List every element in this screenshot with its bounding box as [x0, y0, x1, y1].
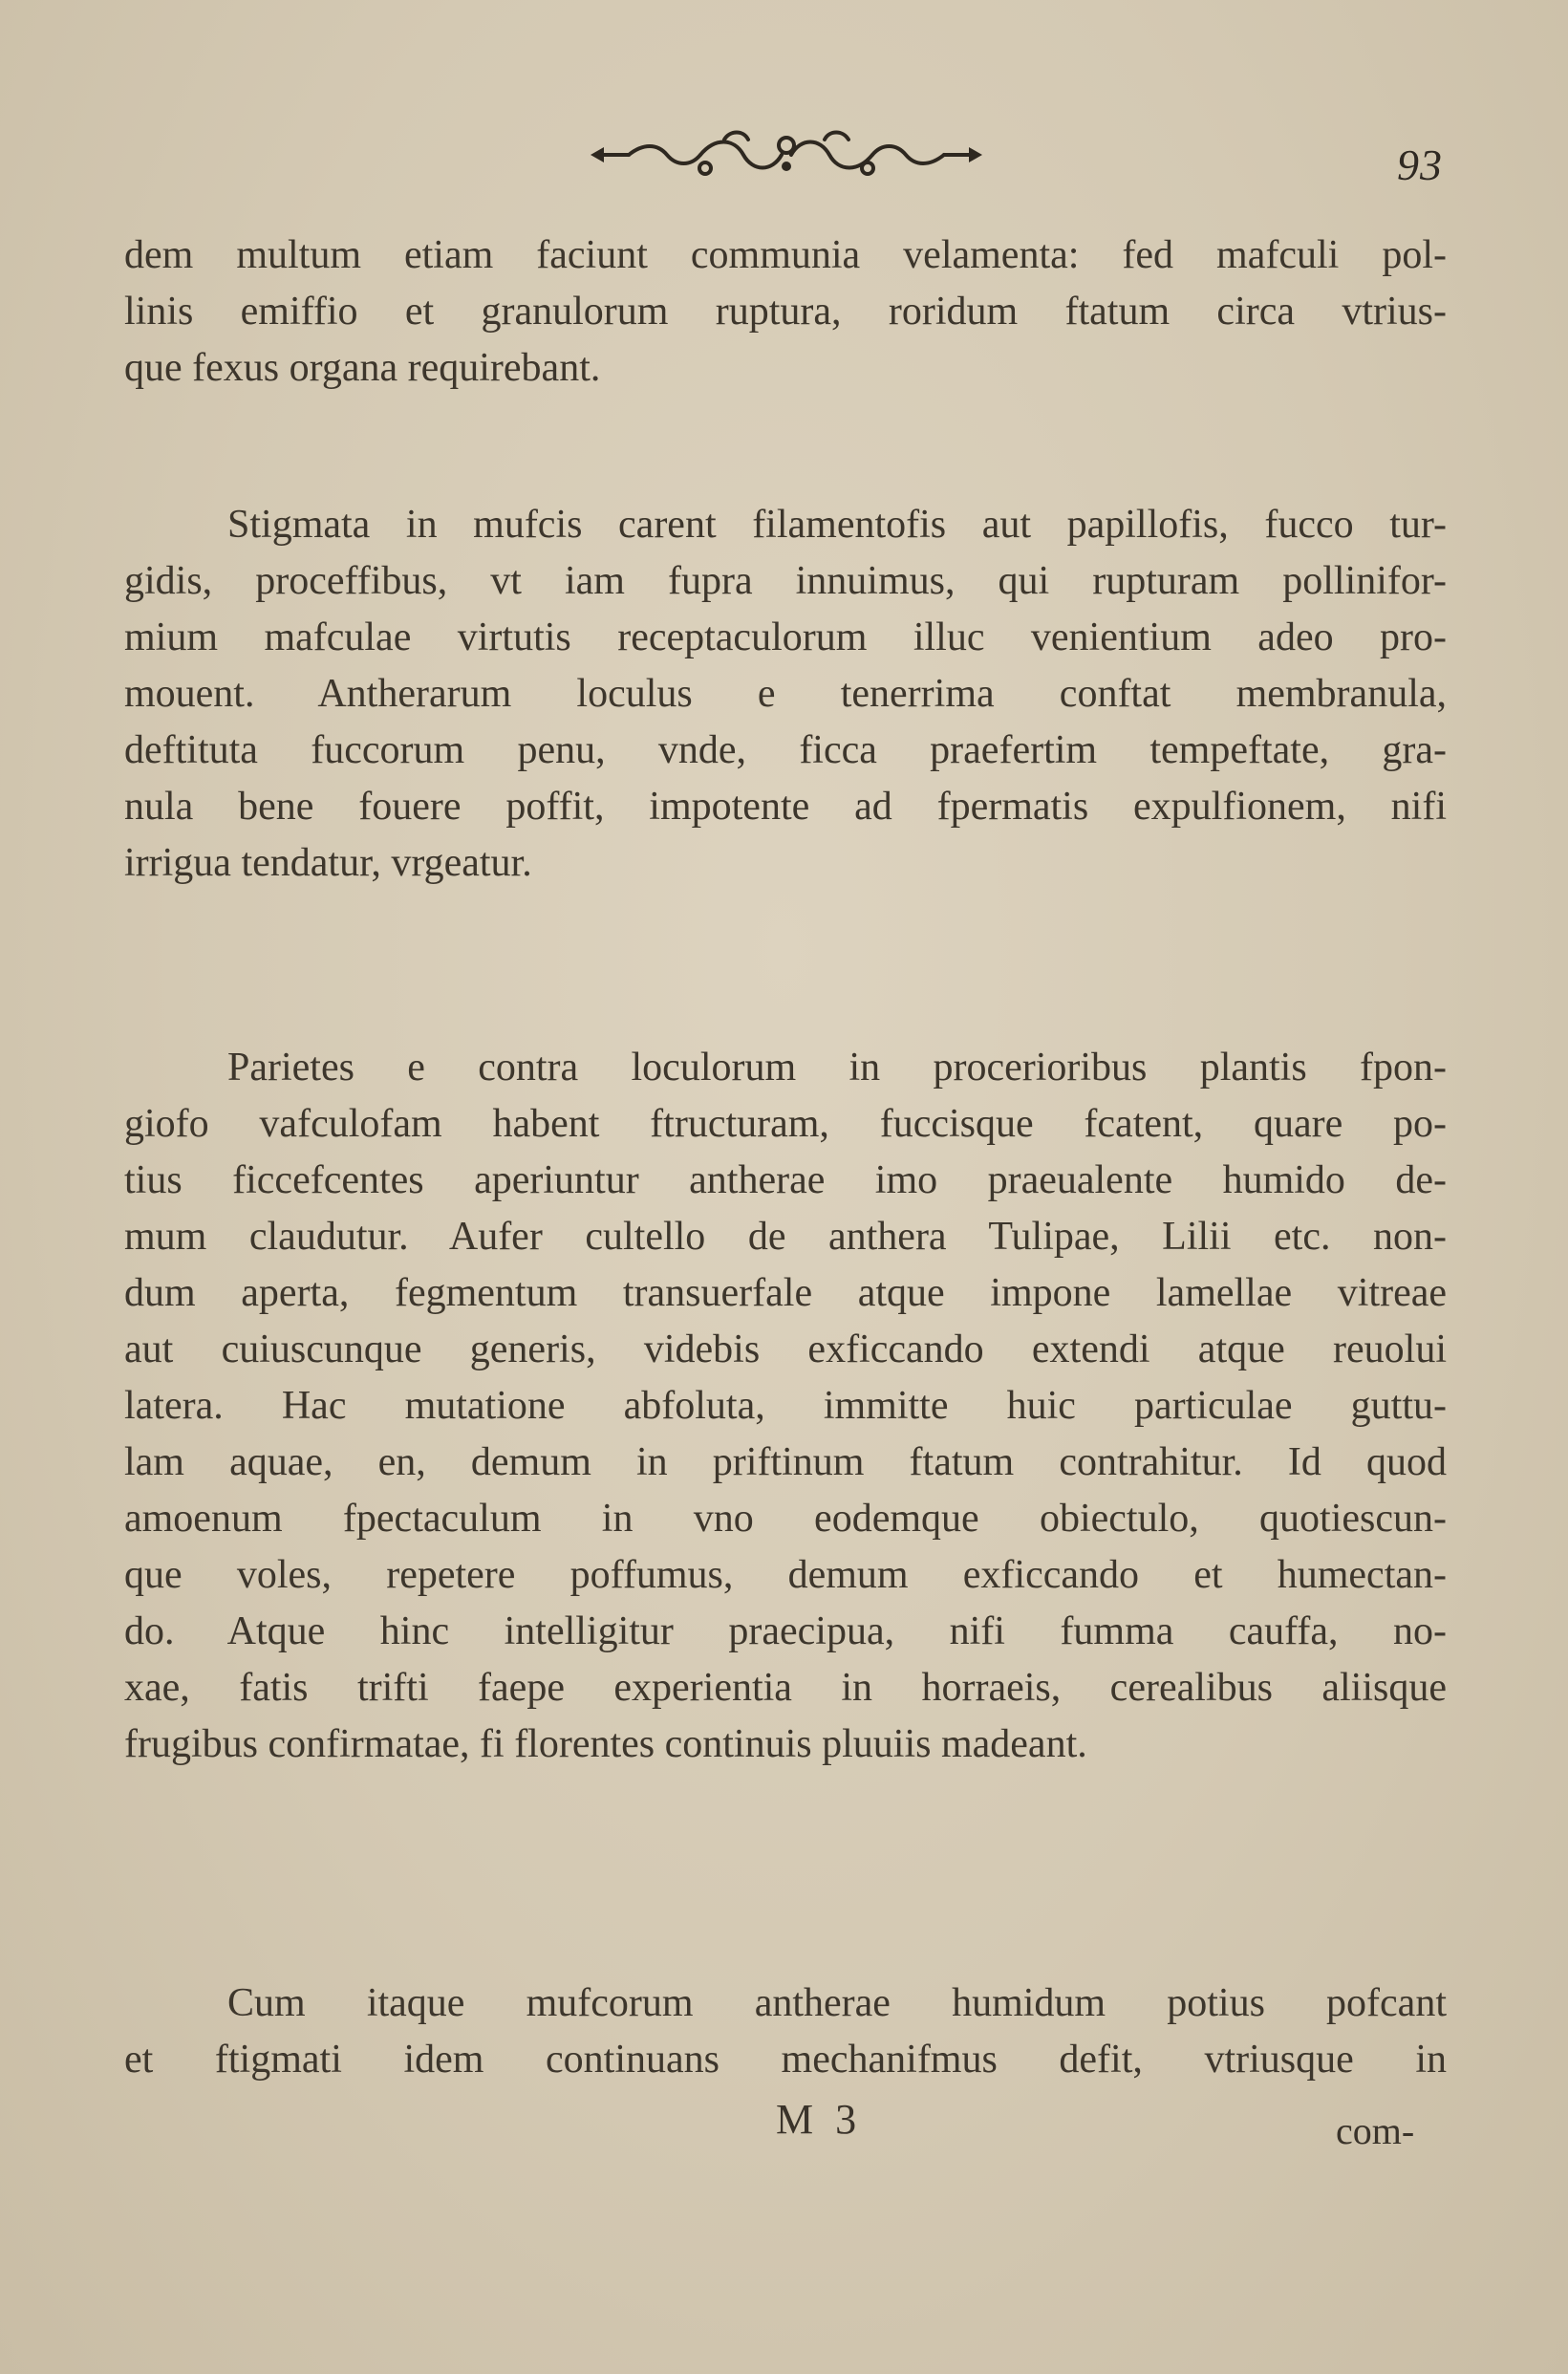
paragraph-3 — [124, 1040, 1447, 1773]
paragraph-4 — [124, 1975, 1447, 2088]
paragraph-2 — [124, 497, 1447, 892]
text-line: lam aquae, en, demum in priftinum ftatum contrahitur. Id quod — [124, 1440, 1447, 1484]
text-line: et ftigmati idem continuans mechanifmus defit, vtriusque in — [124, 2038, 1447, 2082]
text-line: que voles, repetere poffumus, demum exficcando et humectan- — [124, 1553, 1447, 1597]
text-line: linis emiffio et granulorum ruptura, roridum ftatum circa vtrius- — [124, 290, 1447, 334]
page-number: 93 — [1397, 140, 1443, 189]
text-line: do. Atque hinc intelligitur praecipua, nifi fumma cauffa, no- — [124, 1609, 1447, 1653]
text-line: giofo vafculofam habent ftructuram, fuccisque fcatent, quare po- — [124, 1102, 1447, 1146]
text-line: gidis, proceffibus, vt iam fupra innuimus, qui rupturam pollinifor- — [124, 559, 1447, 603]
text-line: nula bene fouere poffit, impotente ad fpermatis expulfionem, nifi — [124, 785, 1447, 829]
text-line: aut cuiuscunque generis, videbis exficcando extendi atque reuolui — [124, 1327, 1447, 1371]
text-line: Parietes e contra loculorum in procerioribus plantis fpon- — [227, 1046, 1447, 1090]
catchword: com- — [1336, 2109, 1415, 2152]
header-ornament-icon — [591, 126, 982, 183]
text-line: Cum itaque mufcorum antherae humidum potius pofcant — [227, 1981, 1447, 2025]
text-line: tius ficcefcentes aperiuntur antherae imo praeualente humido de- — [124, 1158, 1447, 1202]
text-line: Stigmata in mufcis carent filamentofis aut papillofis, fucco tur- — [227, 503, 1447, 547]
text-line: frugibus confirmatae, fi florentes continuis pluuiis madeant. — [124, 1722, 1087, 1766]
text-line: amoenum fpectaculum in vno eodemque obiectulo, quotiescun- — [124, 1497, 1447, 1541]
text-line: que fexus organa requirebant. — [124, 346, 601, 390]
signature-mark: M 3 — [776, 2096, 863, 2143]
text-line: mium mafculae virtutis receptaculorum illuc venientium adeo pro- — [124, 615, 1447, 659]
text-line: dum aperta, fegmentum transuerfale atque impone lamellae vitreae — [124, 1271, 1447, 1315]
text-line: latera. Hac mutatione abfoluta, immitte huic particulae guttu- — [124, 1384, 1447, 1428]
paragraph-1 — [124, 227, 1447, 397]
text-line: dem multum etiam faciunt communia velamenta: fed mafculi pol- — [124, 233, 1447, 277]
text-line: mouent. Antherarum loculus e tenerrima conftat membranula, — [124, 672, 1447, 716]
text-line: deftituta fuccorum penu, vnde, ficca praefertim tempeftate, gra- — [124, 728, 1447, 772]
text-line: irrigua tendatur, vrgeatur. — [124, 841, 532, 885]
text-line: xae, fatis trifti faepe experientia in horraeis, cerealibus aliisque — [124, 1666, 1447, 1710]
text-line: mum claudutur. Aufer cultello de anthera Tulipae, Lilii etc. non- — [124, 1215, 1447, 1259]
